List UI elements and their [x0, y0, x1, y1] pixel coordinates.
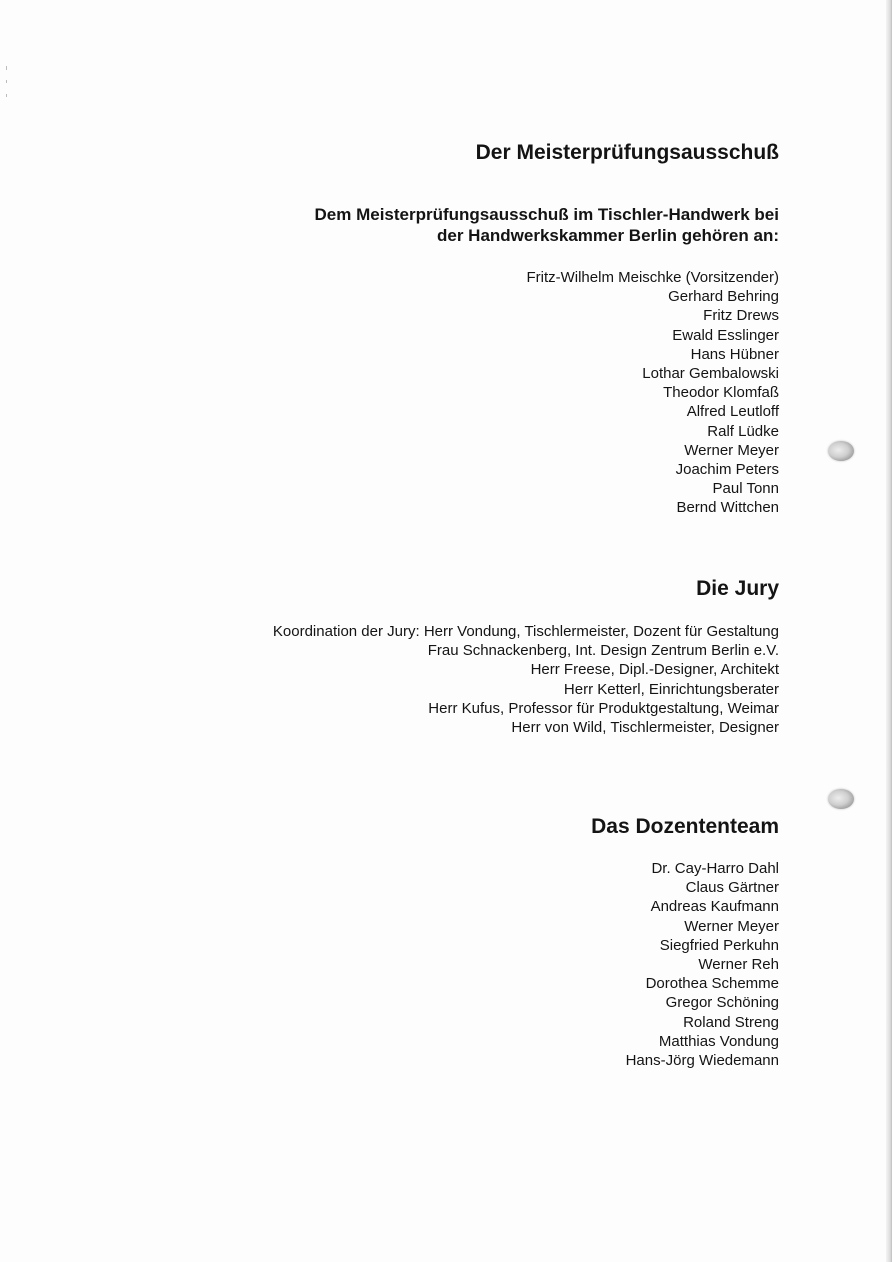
jury-line: Frau Schnackenberg, Int. Design Zentrum Berlin e.V. — [427, 642, 779, 660]
margin-mark — [6, 94, 7, 97]
jury-line: Herr Kufus, Professor für Produktgestaltung, Weimar — [428, 699, 779, 717]
committee-member: Alfred Leutloff — [686, 403, 779, 421]
jury-line: Herr von Wild, Tischlermeister, Designer — [511, 719, 779, 737]
committee-member: Gerhard Behring — [668, 288, 779, 306]
teacher-member: Matthias Vondung — [658, 1032, 779, 1050]
committee-intro-line: der Handwerkskammer Berlin gehören an: — [436, 226, 779, 245]
teacher-member: Gregor Schöning — [665, 994, 779, 1012]
teacher-member: Werner Reh — [698, 956, 779, 974]
teacher-member: Hans-Jörg Wiedemann — [625, 1052, 779, 1070]
teacher-member: Andreas Kaufmann — [650, 898, 779, 916]
jury-line: Herr Ketterl, Einrichtungsberater — [563, 680, 779, 698]
committee-member: Ralf Lüdke — [707, 422, 779, 440]
teacher-member: Roland Streng — [683, 1013, 779, 1031]
committee-member: Joachim Peters — [675, 461, 779, 479]
punch-hole-icon — [828, 441, 854, 461]
margin-mark — [6, 80, 7, 83]
teachers-list — [626, 859, 779, 1070]
committee-member: Fritz-Wilhelm Meischke (Vorsitzender) — [526, 269, 779, 286]
committee-member: Bernd Wittchen — [676, 499, 779, 517]
teacher-member: Siegfried Perkuhn — [659, 936, 779, 954]
jury-line: Koordination der Jury: Herr Vondung, Tischlermeister, Dozent für Gestaltung — [272, 623, 779, 640]
committee-intro — [315, 204, 779, 246]
committee-member: Fritz Drews — [703, 307, 779, 325]
committee-heading: Der Meisterprüfungsausschuß — [475, 141, 779, 164]
teacher-member: Werner Meyer — [684, 917, 779, 935]
teacher-member: Dorothea Schemme — [645, 975, 779, 993]
committee-intro-line: Dem Meisterprüfungsausschuß im Tischler-Handwerk bei — [314, 205, 779, 224]
jury-list — [273, 622, 779, 737]
page-edge-shadow — [886, 0, 892, 1262]
committee-member: Paul Tonn — [712, 480, 779, 498]
margin-mark — [6, 66, 7, 70]
committee-member: Theodor Klomfaß — [663, 384, 779, 402]
committee-member: Ewald Esslinger — [672, 326, 779, 344]
punch-hole-icon — [828, 789, 854, 809]
teacher-member: Dr. Cay-Harro Dahl — [651, 860, 779, 877]
committee-member: Hans Hübner — [690, 345, 779, 363]
jury-heading: Die Jury — [696, 577, 779, 600]
teachers-heading: Das Dozententeam — [591, 815, 779, 838]
jury-line: Herr Freese, Dipl.-Designer, Architekt — [530, 661, 779, 679]
committee-member: Lothar Gembalowski — [642, 365, 779, 383]
committee-member-list — [526, 268, 779, 518]
teacher-member: Claus Gärtner — [685, 879, 779, 897]
committee-member: Werner Meyer — [684, 441, 779, 459]
